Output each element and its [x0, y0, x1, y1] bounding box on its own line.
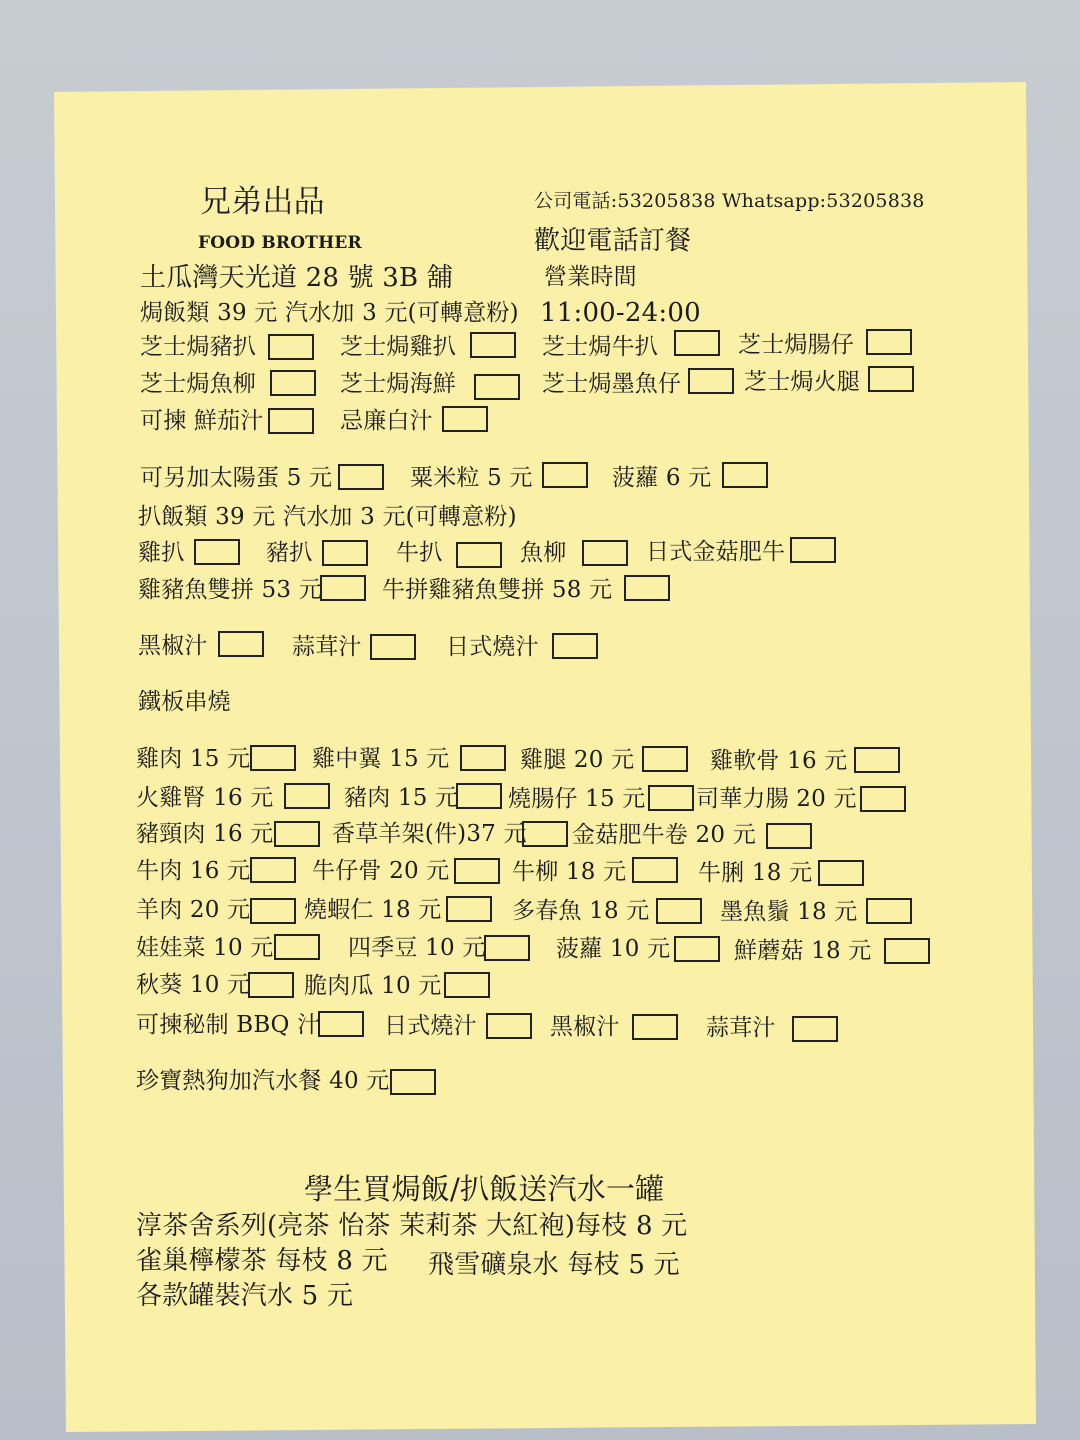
order-checkbox[interactable]	[318, 1011, 364, 1037]
menu-item: 牛扒	[396, 540, 443, 566]
addon-option: 粟米粒 5 元	[410, 465, 533, 491]
sauce-option: 黑椒汁	[138, 633, 208, 659]
skewer-item: 雞軟骨 16 元	[710, 748, 848, 774]
sauce-option: 日式燒汁	[384, 1013, 477, 1039]
order-checkbox[interactable]	[250, 898, 296, 924]
order-checkbox[interactable]	[674, 330, 720, 356]
drinks-line-2a: 雀巢檸檬茶 每枝 8 元	[136, 1246, 388, 1276]
skewer-item: 脆肉瓜 10 元	[304, 973, 442, 999]
business-hours: 11:00-24:00	[540, 298, 701, 328]
drinks-line-2b: 飛雪礦泉水 每枝 5 元	[428, 1250, 680, 1280]
order-checkbox[interactable]	[474, 374, 520, 400]
order-checkbox[interactable]	[648, 785, 694, 811]
skewer-item: 雞腿 20 元	[520, 747, 635, 773]
order-checkbox[interactable]	[456, 542, 502, 568]
order-checkbox[interactable]	[866, 329, 912, 355]
order-checkbox[interactable]	[250, 745, 296, 771]
order-checkbox[interactable]	[632, 857, 678, 883]
skewer-item: 菠蘿 10 元	[556, 936, 671, 962]
order-checkbox[interactable]	[854, 747, 900, 773]
sauce-option: 忌廉白汁	[340, 408, 433, 434]
skewer-item: 四季豆 10 元	[348, 935, 486, 961]
order-checkbox[interactable]	[868, 366, 914, 392]
menu-item: 芝士焗豬扒	[140, 334, 256, 360]
skewer-item: 秋葵 10 元	[136, 972, 251, 998]
menu-item: 魚柳	[520, 540, 567, 566]
order-checkbox[interactable]	[818, 860, 864, 886]
skewer-item: 牛脷 18 元	[698, 860, 813, 886]
order-checkbox[interactable]	[274, 821, 320, 847]
sauce-option: 蒜茸汁	[706, 1015, 776, 1041]
skewer-item: 雞中翼 15 元	[312, 746, 450, 772]
student-promo: 學生買焗飯/扒飯送汽水一罐	[304, 1172, 665, 1206]
order-checkbox[interactable]	[486, 1013, 532, 1039]
addon-option: 可另加太陽蛋 5 元	[140, 465, 333, 491]
chop-rice-title: 扒飯類 39 元 汽水加 3 元(可轉意粉)	[138, 504, 517, 530]
skewer-item: 金菇肥牛卷 20 元	[572, 822, 756, 848]
skewer-item: 墨魚鬚 18 元	[720, 899, 858, 925]
order-checkbox[interactable]	[270, 370, 316, 396]
order-checkbox[interactable]	[284, 783, 330, 809]
order-checkbox[interactable]	[722, 462, 768, 488]
sauce-option: 可揀 鮮茄汁	[140, 408, 264, 434]
order-checkbox[interactable]	[522, 821, 568, 847]
order-checkbox[interactable]	[268, 408, 314, 434]
order-checkbox[interactable]	[632, 1014, 678, 1040]
skewer-item: 司華力腸 20 元	[696, 786, 857, 812]
order-checkbox[interactable]	[624, 575, 670, 601]
order-checkbox[interactable]	[370, 634, 416, 660]
order-checkbox[interactable]	[250, 857, 296, 883]
order-checkbox[interactable]	[320, 575, 366, 601]
order-checkbox[interactable]	[582, 540, 628, 566]
skewer-item: 牛肉 16 元	[136, 858, 251, 884]
skewer-item: 牛仔骨 20 元	[312, 858, 450, 884]
order-checkbox[interactable]	[248, 972, 294, 998]
order-checkbox[interactable]	[338, 464, 384, 490]
hours-label: 營業時間	[544, 264, 637, 290]
baked-rice-title: 焗飯類 39 元 汽水加 3 元(可轉意粉)	[140, 300, 519, 326]
skewer-item: 多春魚 18 元	[512, 898, 650, 924]
combo-item: 牛拼雞豬魚雙拼 58 元	[382, 577, 613, 603]
contact-phone: 公司電話:53205838 Whatsapp:53205838	[534, 190, 925, 212]
order-checkbox[interactable]	[542, 462, 588, 488]
order-checkbox[interactable]	[552, 633, 598, 659]
order-checkbox[interactable]	[442, 406, 488, 432]
order-checkbox[interactable]	[688, 368, 734, 394]
menu-item: 芝士焗腸仔	[738, 332, 854, 358]
menu-item: 芝士焗魚柳	[140, 371, 256, 397]
brand-title-en: FOOD BROTHER	[198, 233, 362, 253]
order-checkbox[interactable]	[866, 898, 912, 924]
skewer-item: 娃娃菜 10 元	[136, 935, 274, 961]
order-checkbox[interactable]	[656, 898, 702, 924]
order-checkbox[interactable]	[218, 631, 264, 657]
order-checkbox[interactable]	[444, 972, 490, 998]
menu-item: 雞扒	[138, 540, 185, 566]
skewer-item: 豬頸肉 16 元	[136, 821, 274, 847]
skewer-item: 燒蝦仁 18 元	[304, 897, 442, 923]
menu-item: 日式金菇肥牛	[646, 539, 786, 565]
order-checkbox[interactable]	[194, 539, 240, 565]
menu-item: 芝士焗墨魚仔	[542, 371, 682, 397]
brand-title-cn: 兄弟出品	[200, 184, 325, 220]
hotdog-combo: 珍寶熱狗加汽水餐 40 元	[136, 1068, 390, 1094]
skewer-item: 羊肉 20 元	[136, 897, 251, 923]
skewer-item: 豬肉 15 元	[344, 785, 459, 811]
welcome-text: 歡迎電話訂餐	[534, 226, 692, 256]
order-checkbox[interactable]	[470, 332, 516, 358]
sauce-option: 日式燒汁	[446, 634, 539, 660]
order-checkbox[interactable]	[674, 936, 720, 962]
order-checkbox[interactable]	[884, 938, 930, 964]
order-checkbox[interactable]	[454, 858, 500, 884]
skewer-item: 火雞腎 16 元	[136, 785, 274, 811]
order-checkbox[interactable]	[792, 1016, 838, 1042]
sauce-option: 黑椒汁	[550, 1014, 620, 1040]
skewer-item: 香草羊架(件)37 元	[332, 821, 527, 847]
addon-option: 菠蘿 6 元	[612, 465, 712, 491]
menu-item: 芝士焗雞扒	[340, 334, 456, 360]
skewers-title: 鐵板串燒	[138, 689, 231, 715]
drinks-line-3: 各款罐裝汽水 5 元	[136, 1281, 354, 1311]
skewer-item: 燒腸仔 15 元	[508, 786, 646, 812]
skewer-item: 牛柳 18 元	[512, 859, 627, 885]
order-checkbox[interactable]	[766, 823, 812, 849]
order-checkbox[interactable]	[322, 540, 368, 566]
order-checkbox[interactable]	[642, 746, 688, 772]
skewer-item: 雞肉 15 元	[136, 746, 251, 772]
menu-item: 芝士焗牛扒	[542, 334, 658, 360]
order-checkbox[interactable]	[456, 783, 502, 809]
order-checkbox[interactable]	[790, 537, 836, 563]
order-checkbox[interactable]	[274, 934, 320, 960]
order-checkbox[interactable]	[390, 1069, 436, 1095]
menu-item: 豬扒	[266, 540, 313, 566]
order-checkbox[interactable]	[860, 786, 906, 812]
order-checkbox[interactable]	[446, 896, 492, 922]
skewer-item: 鮮蘑菇 18 元	[734, 938, 872, 964]
order-checkbox[interactable]	[268, 334, 314, 360]
sauce-option: 可揀秘制 BBQ 汁	[136, 1012, 321, 1038]
sauce-option: 蒜茸汁	[292, 634, 362, 660]
combo-item: 雞豬魚雙拼 53 元	[138, 577, 322, 603]
drinks-line-1: 淳茶舍系列(亮茶 怡茶 茉莉茶 大紅袍)每枝 8 元	[136, 1211, 688, 1241]
menu-item: 芝士焗海鮮	[340, 371, 456, 397]
menu-item: 芝士焗火腿	[744, 369, 860, 395]
order-checkbox[interactable]	[460, 745, 506, 771]
order-checkbox[interactable]	[484, 935, 530, 961]
address: 土瓜灣天光道 28 號 3B 舖	[140, 263, 453, 293]
